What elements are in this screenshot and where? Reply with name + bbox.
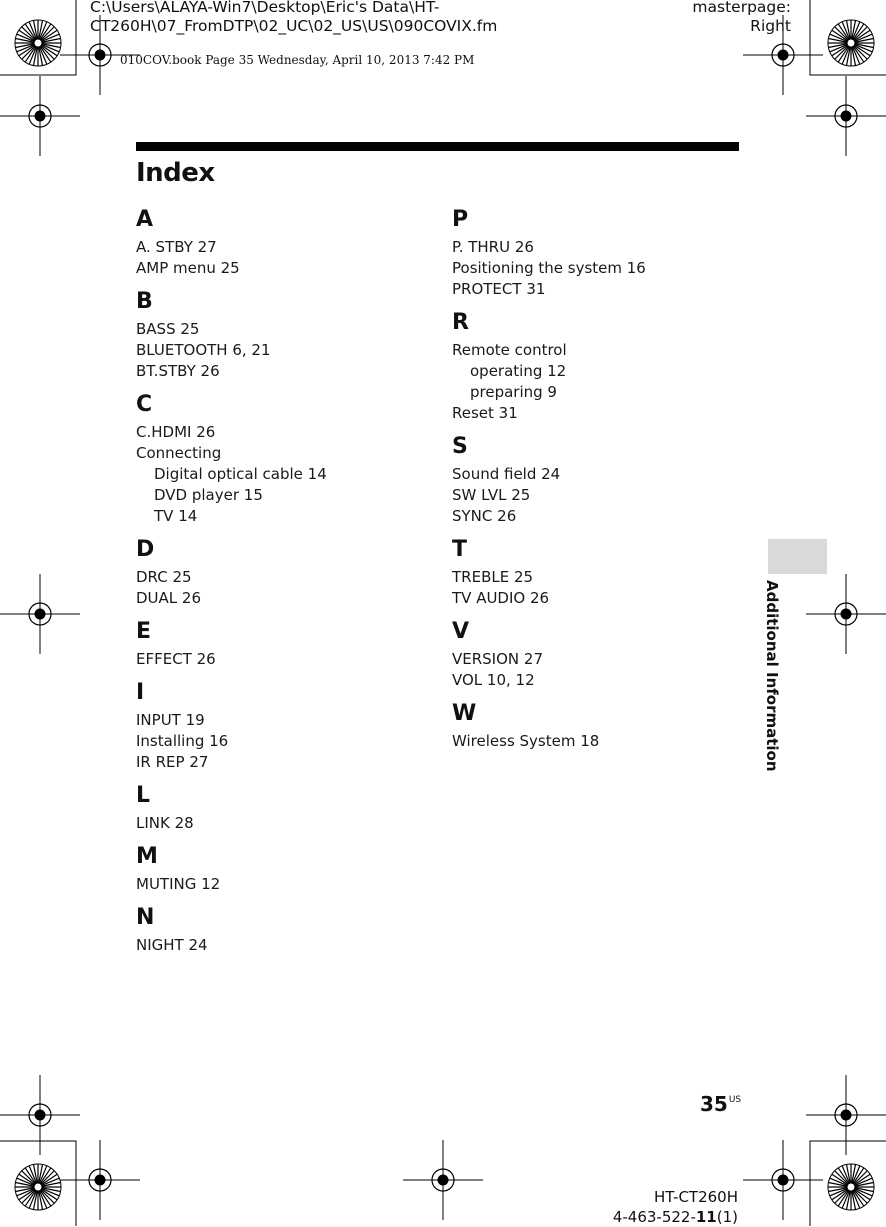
index-entry: A. STBY 27 <box>136 238 217 256</box>
model-name: HT-CT260H <box>653 1188 738 1206</box>
model-info <box>600 1187 738 1227</box>
index-group <box>136 905 436 956</box>
index-letter-heading: N <box>136 905 155 930</box>
index-entry: C.HDMI 26 <box>136 423 216 441</box>
index-entry: DUAL 26 <box>136 589 202 607</box>
index-letter-heading: R <box>452 310 469 335</box>
index-group <box>136 619 436 670</box>
index-entry: Wireless System 18 <box>452 732 600 750</box>
file-path-line-2: CT260H\07_FromDTP\02_UC\02_US\US\090COVIX.fm <box>90 17 498 35</box>
index-entry: BLUETOOTH 6, 21 <box>136 341 271 359</box>
index-group <box>136 680 436 773</box>
index-column-left <box>136 207 436 966</box>
index-entry: Positioning the system 16 <box>452 259 646 277</box>
index-letter-heading: D <box>136 537 155 562</box>
index-group <box>136 392 436 527</box>
index-group <box>136 207 436 279</box>
index-group <box>452 701 752 752</box>
index-letter-heading: C <box>136 392 153 417</box>
index-subentry: TV 14 <box>154 507 198 525</box>
index-letter-heading: V <box>452 619 470 644</box>
part-number <box>600 1207 738 1227</box>
masterpage-line-2: Right <box>750 17 791 35</box>
page-title: Index <box>136 158 215 188</box>
page-number-value: 35 <box>700 1092 728 1116</box>
title-rule <box>136 142 739 151</box>
book-info-line: 010COV.book Page 35 Wednesday, April 10, 2013 7:42 PM <box>120 53 475 67</box>
index-entry: TV AUDIO 26 <box>452 589 550 607</box>
file-path <box>90 0 510 36</box>
index-entry: Connecting <box>136 444 222 462</box>
index-entry: Remote control <box>452 341 567 359</box>
masterpage-label <box>690 0 791 36</box>
index-group <box>452 310 752 424</box>
index-entry: Installing 16 <box>136 732 229 750</box>
index-entry: IR REP 27 <box>136 753 209 771</box>
index-group <box>136 289 436 382</box>
index-letter-heading: I <box>136 680 145 705</box>
part-number-rev: 11 <box>695 1208 717 1226</box>
index-entry: PROTECT 31 <box>452 280 546 298</box>
index-group <box>452 537 752 609</box>
index-entry: TREBLE 25 <box>452 568 534 586</box>
index-entry: VOL 10, 12 <box>452 671 535 689</box>
index-column-right <box>452 207 752 762</box>
index-entry: MUTING 12 <box>136 875 221 893</box>
section-tab <box>768 539 827 574</box>
index-letter-heading: S <box>452 434 468 459</box>
index-subentry: DVD player 15 <box>154 486 263 504</box>
part-number-suffix: (1) <box>716 1208 738 1226</box>
index-group <box>136 537 436 609</box>
index-group <box>452 619 752 691</box>
index-subentry: Digital optical cable 14 <box>154 465 327 483</box>
index-letter-heading: W <box>452 701 477 726</box>
index-entry: AMP menu 25 <box>136 259 240 277</box>
index-group <box>136 844 436 895</box>
index-entry: SW LVL 25 <box>452 486 531 504</box>
index-letter-heading: B <box>136 289 153 314</box>
index-entry: INPUT 19 <box>136 711 205 729</box>
masterpage-line-1: masterpage: <box>692 0 791 16</box>
index-letter-heading: L <box>136 783 151 808</box>
index-entry: P. THRU 26 <box>452 238 534 256</box>
index-entry: VERSION 27 <box>452 650 543 668</box>
file-path-line-1: C:\Users\ALAYA-Win7\Desktop\Eric's Data\HT- <box>90 0 440 16</box>
index-subentry: operating 12 <box>470 362 567 380</box>
index-entry: BASS 25 <box>136 320 200 338</box>
index-subentry: preparing 9 <box>470 383 557 401</box>
index-letter-heading: M <box>136 844 158 869</box>
index-entry: DRC 25 <box>136 568 192 586</box>
index-entry: SYNC 26 <box>452 507 517 525</box>
page-number <box>700 1092 741 1116</box>
index-entry: BT.STBY 26 <box>136 362 220 380</box>
index-letter-heading: T <box>452 537 468 562</box>
index-entry: NIGHT 24 <box>136 936 208 954</box>
index-entry: EFFECT 26 <box>136 650 216 668</box>
index-letter-heading: E <box>136 619 152 644</box>
page-number-suffix: US <box>728 1095 742 1105</box>
index-group <box>452 207 752 300</box>
index-entry: LINK 28 <box>136 814 194 832</box>
index-letter-heading: P <box>452 207 469 232</box>
index-group <box>136 783 436 834</box>
index-letter-heading: A <box>136 207 154 232</box>
index-entry: Sound field 24 <box>452 465 561 483</box>
index-group <box>452 434 752 527</box>
section-side-label: Additional Information <box>763 580 781 772</box>
index-entry: Reset 31 <box>452 404 518 422</box>
part-number-prefix: 4-463-522- <box>612 1208 696 1226</box>
